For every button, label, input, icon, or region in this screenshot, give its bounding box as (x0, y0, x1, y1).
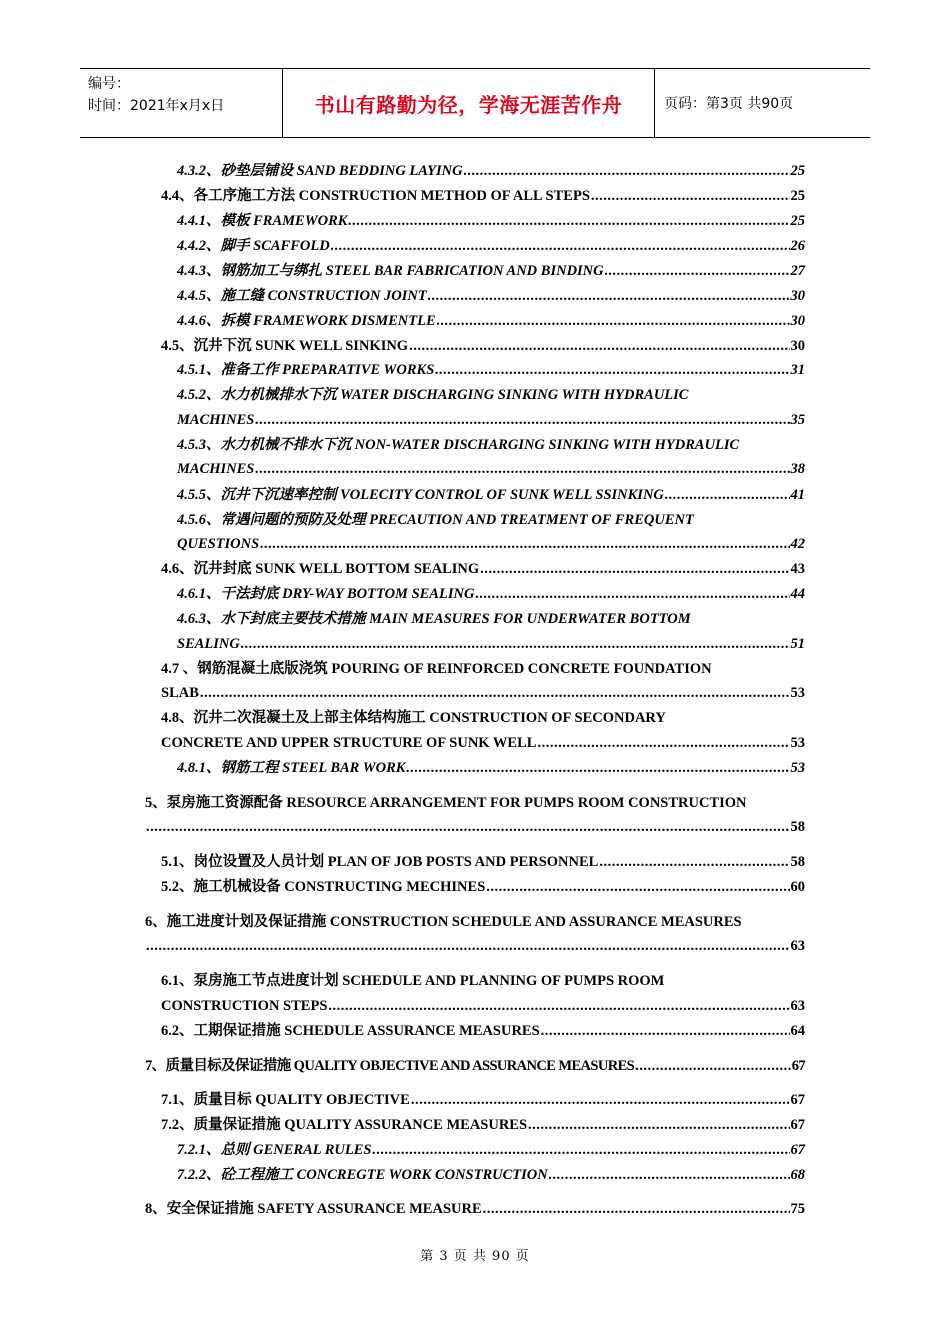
toc-entry[interactable]: SLAB ..... 53 (161, 681, 805, 705)
toc-entry[interactable]: 4.4、各工序施工方法 CONSTRUCTION METHOD OF ALL STEPS ..... 25 (161, 184, 805, 208)
toc-entry[interactable]: 5.2、施工机械设备 CONSTRUCTING MECHINES ..... 60 (161, 875, 805, 899)
toc-entry-first-line[interactable]: 6.1、泵房施工节点进度计划 SCHEDULE AND PLANNING OF PUMPS ROOM (161, 973, 665, 989)
toc-entry-first-line[interactable]: 4.6.3、水下封底主要技术措施 MAIN MEASURES FOR UNDERWATER BOTTOM (177, 611, 691, 627)
toc-entry-first-line[interactable]: 4.7 、钢筋混凝土底版浇筑 POURING OF REINFORCED CONCRETE FOUNDATION (161, 661, 712, 677)
toc-entry[interactable]: 6.2、工期保证措施 SCHEDULE ASSURANCE MEASURES ..... 64 (161, 1019, 805, 1043)
toc-chapter-first-line[interactable]: 5、泵房施工资源配备 RESOURCE ARRANGEMENT FOR PUMPS ROOM CONSTRUCTION (145, 795, 747, 811)
toc-entry[interactable]: 4.3.2、砂垫层铺设 SAND BEDDING LAYING ..... 25 (177, 159, 805, 183)
page-header (80, 68, 870, 138)
time-label: 时间：2021年x月x日 (88, 98, 225, 114)
toc-entry[interactable]: 4.4.1、模板 FRAMEWORK ..... 25 (177, 209, 805, 233)
toc-entry[interactable]: 5.1、岗位设置及人员计划 PLAN OF JOB POSTS AND PERSONNEL ..... 58 (161, 850, 805, 874)
toc-entry[interactable]: 4.4.5、施工缝 CONSTRUCTION JOINT ..... 30 (177, 284, 805, 308)
toc-chapter[interactable]: 8、安全保证措施 SAFETY ASSURANCE MEASURE ..... 75 (145, 1197, 805, 1221)
toc-entry[interactable]: QUESTIONS ..... 42 (177, 532, 805, 556)
toc-entry[interactable]: 7.2.2、砼工程施工 CONCREGTE WORK CONSTRUCTION ..... 68 (177, 1163, 805, 1187)
toc-entry[interactable]: 4.5、沉井下沉 SUNK WELL SINKING ..... 30 (161, 334, 805, 358)
toc-entry[interactable]: 7.2、质量保证措施 QUALITY ASSURANCE MEASURES ..... 67 (161, 1113, 805, 1137)
toc-entry[interactable]: 4.5.5、沉井下沉速率控制 VOLECITY CONTROL OF SUNK WELL SSINKING ..... 41 (177, 483, 805, 507)
page-footer: 第 3 页 共 90 页 (420, 1249, 530, 1264)
toc-entry[interactable]: 7.1、质量目标 QUALITY OBJECTIVE ..... 67 (161, 1088, 805, 1112)
toc-entry[interactable]: SEALING ..... 51 (177, 632, 805, 656)
toc-entry[interactable]: CONCRETE AND UPPER STRUCTURE OF SUNK WELL ..... 53 (161, 731, 805, 755)
toc-chapter[interactable]: 7、质量目标及保证措施 QUALITY OBJECTIVE AND ASSURANCE MEASURES ..... 67 (145, 1054, 805, 1078)
toc-entry[interactable]: 4.6.1、干法封底 DRY-WAY BOTTOM SEALING ..... 44 (177, 582, 805, 606)
toc-entry-first-line[interactable]: 4.5.6、常遇问题的预防及处理 PRECAUTION AND TREATMENT OF FREQUENT (177, 512, 694, 528)
toc-entry[interactable]: 4.6、沉井封底 SUNK WELL BOTTOM SEALING ..... 43 (161, 557, 805, 581)
toc-entry[interactable]: MACHINES ..... 38 (177, 457, 805, 481)
toc-chapter[interactable]: ..... 58 (145, 815, 805, 839)
toc-entry[interactable]: 4.4.2、脚手 SCAFFOLD ..... 26 (177, 234, 805, 258)
toc-entry[interactable]: 4.4.6、拆模 FRAMEWORK DISMENTLE ..... 30 (177, 309, 805, 333)
toc-entry[interactable]: 4.8.1、钢筋工程 STEEL BAR WORK ..... 53 (177, 756, 805, 780)
header-slogan: 书山有路勤为径，学海无涯苦作舟 (282, 69, 655, 137)
toc-entry-first-line[interactable]: 4.8、沉井二次混凝土及上部主体结构施工 CONSTRUCTION OF SECONDARY (161, 710, 666, 726)
header-page-info: 页码：第3页 共90页 (664, 96, 794, 112)
toc-entry-first-line[interactable]: 4.5.2、水力机械排水下沉 WATER DISCHARGING SINKING WITH HYDRAULIC (177, 387, 689, 403)
toc-entry[interactable]: CONSTRUCTION STEPS ..... 63 (161, 994, 805, 1018)
toc-chapter-first-line[interactable]: 6、施工进度计划及保证措施 CONSTRUCTION SCHEDULE AND ASSURANCE MEASURES (145, 914, 742, 930)
number-label: 编号： (88, 76, 130, 92)
header-meta (80, 69, 282, 137)
toc-entry[interactable]: 4.4.3、钢筋加工与绑扎 STEEL BAR FABRICATION AND BINDING ..... 27 (177, 259, 805, 283)
toc-entry[interactable]: 7.2.1、总则 GENERAL RULES ..... 67 (177, 1138, 805, 1162)
toc-entry-first-line[interactable]: 4.5.3、水力机械不排水下沉 NON-WATER DISCHARGING SINKING WITH HYDRAULIC (177, 437, 740, 453)
toc-entry[interactable]: 4.5.1、准备工作 PREPARATIVE WORKS ..... 31 (177, 358, 805, 382)
toc-entry[interactable]: MACHINES ..... 35 (177, 408, 805, 432)
toc-chapter[interactable]: ..... 63 (145, 934, 805, 958)
